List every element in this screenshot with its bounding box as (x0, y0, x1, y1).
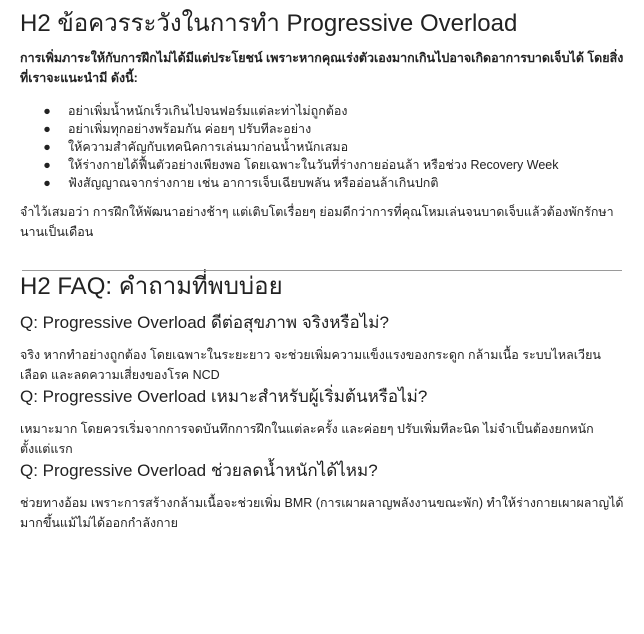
faq-section (20, 271, 624, 533)
faq-answer: ช่วยทางอ้อม เพราะการสร้างกล้ามเนื้อจะช่วยเพิ่ม BMR (การเผาผลาญพลังงานขณะพัก) ทำให้ร่างกายเผาผลาญได้มากขึ้นแม้ไม่ได้ออกกำลังกาย (20, 496, 624, 530)
faq-question: Q: Progressive Overload ดีต่อสุขภาพ จริงหรือไม่? (20, 313, 389, 332)
faq-question: Q: Progressive Overload เหมาะสำหรับผู้เริ่มต้นหรือไม่? (20, 387, 428, 406)
list-item-text: ฟังสัญญาณจากร่างกาย เช่น อาการเจ็บเฉียบพลัน หรืออ่อนล้าเกินปกติ (68, 176, 439, 190)
list-item (43, 138, 624, 156)
list-item-text: อย่าเพิ่มน้ำหนักเร็วเกินไปจนฟอร์มแต่ละท่าไม่ถูกต้อง (68, 104, 348, 118)
faq-answer: เหมาะมาก โดยควรเริ่มจากการจดบันทึกการฝึกในแต่ละครั้ง และค่อยๆ ปรับเพิ่มทีละนิด ไม่จำเป็นต้องยกหนักตั้งแต่แรก (20, 422, 594, 456)
bullet-icon: ● (43, 158, 51, 172)
section-title-precautions: H2 ข้อควรระวังในการทำ Progressive Overload (20, 10, 518, 37)
list-item (43, 102, 624, 120)
list-item (43, 174, 624, 192)
list-item-text: ให้ร่างกายได้ฟื้นตัวอย่างเพียงพอ โดยเฉพาะในวันที่ร่างกายอ่อนล้า หรือช่วง Recovery Week (68, 158, 559, 172)
list-item-text: อย่าเพิ่มทุกอย่างพร้อมกัน ค่อยๆ ปรับทีละอย่าง (68, 122, 312, 136)
bullet-icon: ● (43, 140, 51, 154)
conclusion-paragraph: จำไว้เสมอว่า การฝึกให้พัฒนาอย่างช้าๆ แต่เติบโตเรื่อยๆ ย่อมดีกว่าการที่คุณโหมเล่นจนบาดเจ็บแล้วต้องพักรักษานานเป็นเดือน (20, 205, 614, 239)
bullet-icon: ● (43, 104, 51, 118)
tips-list (20, 102, 624, 192)
bullet-icon: ● (43, 122, 51, 136)
precautions-section (20, 8, 624, 242)
list-item-text: ให้ความสำคัญกับเทคนิคการเล่นมาก่อนน้ำหนักเสมอ (68, 140, 349, 154)
section-divider (22, 270, 622, 271)
faq-answer: จริง หากทำอย่างถูกต้อง โดยเฉพาะในระยะยาว จะช่วยเพิ่มความแข็งแรงของกระดูก กล้ามเนื้อ ระบบไหลเวียนเลือด และลดความเสี่ยงของโรค NCD (20, 348, 601, 382)
section-title-faq: H2 FAQ: คำถามที่พบบ่อย (20, 273, 283, 300)
list-item (43, 156, 624, 174)
bullet-icon: ● (43, 176, 51, 190)
list-item (43, 120, 624, 138)
intro-paragraph: การเพิ่มภาระให้กับการฝึกไม่ได้มีแต่ประโยชน์ เพราะหากคุณเร่งตัวเองมากเกินไปอาจเกิดอาการบาดเจ็บได้ โดยสิ่งที่เราจะแนะนำมี ดังนี้: (20, 51, 624, 85)
faq-question: Q: Progressive Overload ช่วยลดน้ำหนักได้ไหม? (20, 461, 378, 480)
